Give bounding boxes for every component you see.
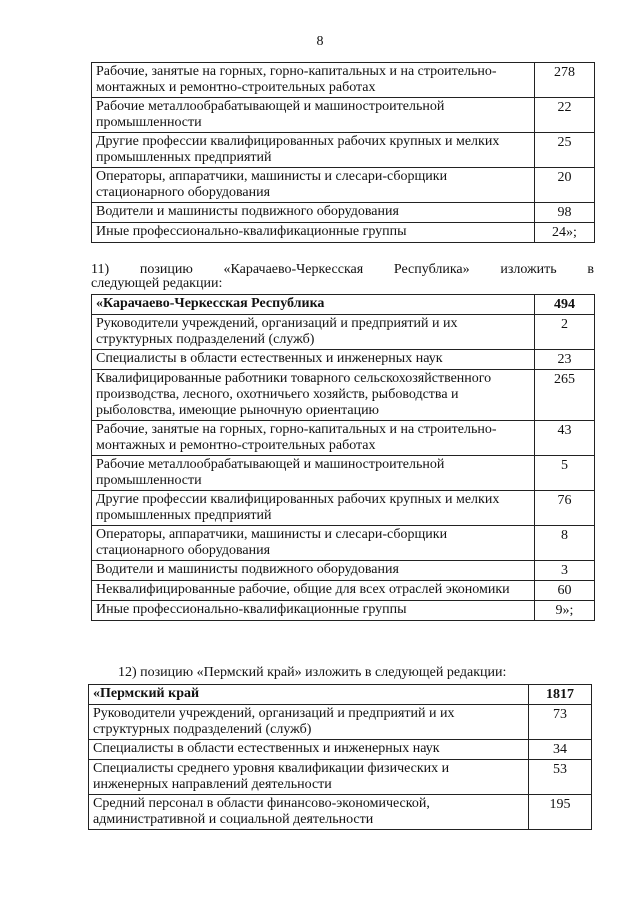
row-label: Водители и машинисты подвижного оборудования	[92, 203, 535, 223]
section-12-text: 12) позицию «Пермский край» изложить в следующей редакции:	[118, 665, 507, 680]
row-label: Специалисты в области естественных и инженерных наук	[89, 740, 529, 760]
table-row	[92, 315, 595, 350]
row-value: 9»;	[535, 601, 595, 621]
section-11-line-2: следующей редакции:	[91, 276, 223, 291]
table-header-row	[92, 295, 595, 315]
karachay-cherkess-table	[91, 294, 595, 621]
row-label: Операторы, аппаратчики, машинисты и слесари-сборщики стационарного оборудования	[92, 526, 535, 561]
table-row	[92, 168, 595, 203]
row-label: Неквалифицированные рабочие, общие для всех отраслей экономики	[92, 581, 535, 601]
row-value: 20	[535, 168, 595, 203]
row-value: 23	[535, 350, 595, 370]
table-row	[89, 795, 592, 830]
row-label: Рабочие металлообрабатывающей и машиностроительной промышленности	[92, 98, 535, 133]
table-row	[92, 63, 595, 98]
row-label: Другие профессии квалифицированных рабочих крупных и мелких промышленных предприятий	[92, 491, 535, 526]
row-label: Рабочие металлообрабатывающей и машиностроительной промышленности	[92, 456, 535, 491]
row-value: 24»;	[535, 223, 595, 243]
row-value: 34	[529, 740, 592, 760]
table-row	[92, 421, 595, 456]
table-row	[89, 705, 592, 740]
row-value: 3	[535, 561, 595, 581]
region-name: «Карачаево-Черкесская Республика	[92, 295, 535, 315]
row-value: 22	[535, 98, 595, 133]
page-number: 8	[316, 34, 324, 49]
table-row	[89, 740, 592, 760]
table-row	[92, 561, 595, 581]
row-label: Рабочие, занятые на горных, горно-капитальных и на строительно-монтажных и ремонтно-строительных работах	[92, 63, 535, 98]
table-row	[92, 203, 595, 223]
row-label: Иные профессионально-квалификационные группы	[92, 601, 535, 621]
row-value: 53	[529, 760, 592, 795]
table-row	[92, 98, 595, 133]
row-value: 43	[535, 421, 595, 456]
row-value: 5	[535, 456, 595, 491]
row-label: Руководители учреждений, организаций и предприятий и их структурных подразделений (служб)	[89, 705, 529, 740]
table-row	[92, 223, 595, 243]
row-value: 8	[535, 526, 595, 561]
row-label: Средний персонал в области финансово-экономической, административной и социальной деятельности	[89, 795, 529, 830]
table-continuation	[91, 62, 595, 243]
row-value: 2	[535, 315, 595, 350]
table-header-row	[89, 685, 592, 705]
row-value: 60	[535, 581, 595, 601]
row-label: Операторы, аппаратчики, машинисты и слесари-сборщики стационарного оборудования	[92, 168, 535, 203]
row-label: Иные профессионально-квалификационные группы	[92, 223, 535, 243]
perm-krai-table	[88, 684, 592, 830]
row-value: 98	[535, 203, 595, 223]
row-label: Специалисты среднего уровня квалификации физических и инженерных направлений деятельности	[89, 760, 529, 795]
table-row	[92, 133, 595, 168]
row-label: Руководители учреждений, организаций и предприятий и их структурных подразделений (служб)	[92, 315, 535, 350]
row-label: Водители и машинисты подвижного оборудования	[92, 561, 535, 581]
table-row	[92, 581, 595, 601]
row-value: 195	[529, 795, 592, 830]
row-value: 25	[535, 133, 595, 168]
table-row	[92, 456, 595, 491]
table-row	[92, 491, 595, 526]
row-value: 76	[535, 491, 595, 526]
row-label: Специалисты в области естественных и инженерных наук	[92, 350, 535, 370]
region-total: 494	[535, 295, 595, 315]
table-row	[92, 526, 595, 561]
table-row	[92, 370, 595, 421]
row-value: 73	[529, 705, 592, 740]
row-label: Другие профессии квалифицированных рабочих крупных и мелких промышленных предприятий	[92, 133, 535, 168]
row-value: 265	[535, 370, 595, 421]
region-name: «Пермский край	[89, 685, 529, 705]
region-total: 1817	[529, 685, 592, 705]
row-label: Квалифицированные работники товарного сельскохозяйственного производства, лесного, охотничьего хозяйств, рыбоводства и рыболовства, имеющие рыночную ориентацию	[92, 370, 535, 421]
table-row	[92, 601, 595, 621]
table-row	[92, 350, 595, 370]
table-row	[89, 760, 592, 795]
row-value: 278	[535, 63, 595, 98]
row-label: Рабочие, занятые на горных, горно-капитальных и на строительно-монтажных и ремонтно-строительных работах	[92, 421, 535, 456]
section-11-line-1: 11) позицию «Карачаево-Черкесская Республика» изложить в	[91, 262, 594, 277]
